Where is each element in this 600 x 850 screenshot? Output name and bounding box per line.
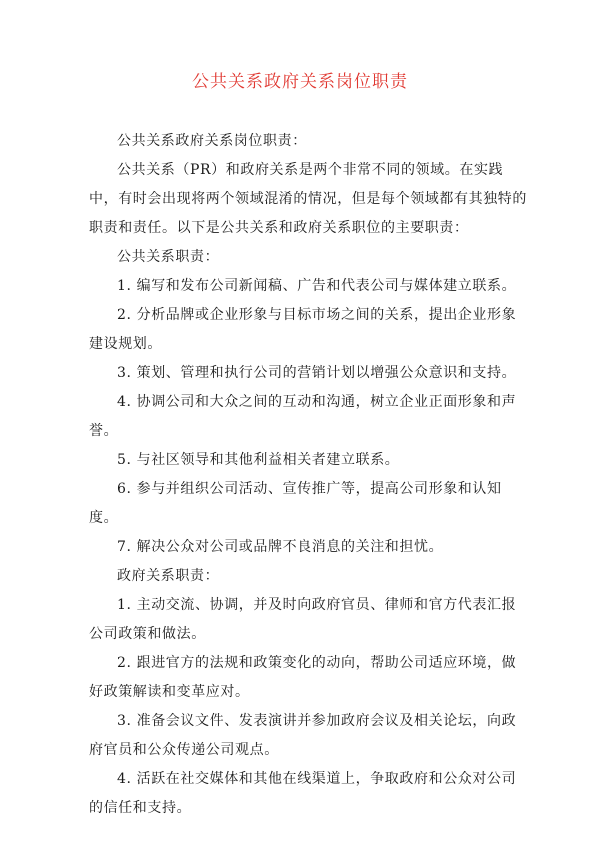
pr-item-4: 4. 协调公司和大众之间的互动和沟通，树立企业正面形象和声誉。: [89, 394, 517, 439]
document-title: 公共关系政府关系岗位职责: [192, 72, 408, 92]
pr-item-1: 1. 编写和发布公司新闻稿、广告和代表公司与媒体建立联系。: [117, 278, 517, 294]
gr-item-3: 3. 准备会议文件、发表演讲并参加政府会议及相关论坛，向政府官员和公众传递公司观点。: [89, 713, 517, 758]
gr-item-1: 1. 主动交流、协调，并及时向政府官员、律师和官方代表汇报公司政策和做法。: [89, 597, 517, 642]
intro-heading: 公共关系政府关系岗位职责：: [117, 133, 307, 149]
pr-item-6: 6. 参与并组织公司活动、宣传推广等，提高公司形象和认知度。: [89, 481, 502, 526]
gr-heading: 政府关系职责：: [117, 568, 220, 584]
pr-item-3: 3. 策划、管理和执行公司的营销计划以增强公众意识和支持。: [117, 365, 517, 381]
pr-item-5: 5. 与社区领导和其他利益相关者建立联系。: [117, 452, 400, 468]
intro-paragraph: 公共关系（PR）和政府关系是两个非常不同的领域。在实践中，有时会出现将两个领域混淆的情况，但是每个领域都有其独特的职责和责任。以下是公共关系和政府关系职位的主要职责：: [89, 162, 527, 236]
document-body: [89, 127, 529, 823]
pr-item-2: 2. 分析品牌或企业形象与目标市场之间的关系，提出企业形象建设规划。: [89, 307, 517, 352]
gr-item-4: 4. 活跃在社交媒体和其他在线渠道上，争取政府和公众对公司的信任和支持。: [89, 771, 517, 816]
gr-item-2: 2. 跟进官方的法规和政策变化的动向，帮助公司适应环境，做好政策解读和变革应对。: [89, 655, 517, 700]
pr-item-7: 7. 解决公众对公司或品牌不良消息的关注和担忧。: [117, 539, 444, 555]
pr-heading: 公共关系职责：: [117, 249, 220, 265]
